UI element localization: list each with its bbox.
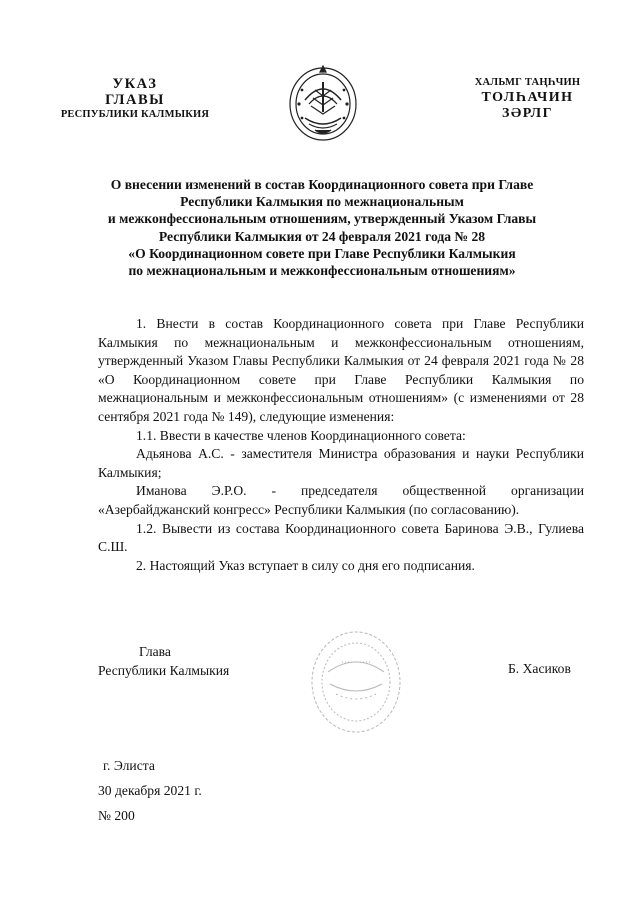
republic-name: РЕСПУБЛИКИ КАЛМЫКИЯ	[60, 109, 210, 120]
signatory-title-line: Глава	[139, 644, 171, 659]
signatory-name: Б. Хасиков	[508, 661, 571, 676]
paragraph-1: 1. Внести в состав Координационного совета при Главе Республики Калмыкия по межнациональным и межконфессиональным отношениям, утвержденный Указом Главы Республики Калмыкия от 24 февраля 2021 года № 28 «О Координационном совете при Главе Республики Калмыкия по межнациональным и межконфессиональным отношениям» (с изменениями от 28 сентября 2021 года № 149), следующие изменения:	[98, 316, 584, 424]
republic-name-kalmyk: ХАЛЬМГ ТАҢҺЧИН	[474, 77, 581, 88]
head-word-kalmyk: ТОЛҺАЧИН	[481, 90, 574, 105]
header-right	[450, 76, 605, 122]
document-body	[98, 315, 584, 575]
title-line: Республики Калмыкия по межнациональным	[180, 194, 464, 210]
coat-of-arms-icon	[285, 60, 361, 146]
place-of-issue: г. Элиста	[103, 758, 155, 773]
issue-date: 30 декабря 2021 г.	[98, 783, 202, 798]
title-line: и межконфессиональным отношениям, утвержденный Указом Главы	[107, 211, 537, 227]
document-title	[60, 176, 584, 279]
title-line: по межнациональным и межконфессиональным отношениям»	[128, 263, 516, 279]
official-stamp-icon	[306, 622, 406, 740]
decree-word: УКАЗ	[112, 76, 158, 92]
decree-word-kalmyk: ЗӘРЛГ	[501, 106, 554, 121]
member-imanov: Иманова Э.Р.О. - председателя общественной организации «Азербайджанский конгресс» Республики Калмыкия (по согласованию).	[98, 483, 584, 517]
signatory-title-line: Республики Калмыкия	[98, 663, 230, 678]
head-word: ГЛАВЫ	[105, 92, 165, 108]
header-left	[60, 76, 210, 122]
paragraph-2: 2. Настоящий Указ вступает в силу со дня его подписания.	[136, 557, 475, 573]
title-line: «О Координационном совете при Главе Республики Калмыкия	[128, 245, 516, 261]
signatory-title	[98, 642, 229, 680]
title-line: Республики Калмыкия от 24 февраля 2021 года № 28	[158, 228, 486, 244]
paragraph-1-2: 1.2. Вывести из состава Координационного совета Баринова Э.В., Гулиева С.Ш.	[98, 520, 584, 555]
member-adyanov: Адьянова А.С. - заместителя Министра образования и науки Республики Калмыкия;	[98, 446, 584, 480]
decree-number: № 200	[98, 808, 135, 823]
document-footer	[98, 753, 202, 828]
title-line: О внесении изменений в состав Координационного совета при Главе	[110, 177, 534, 192]
paragraph-1-1: 1.1. Ввести в качестве членов Координационного совета:	[136, 427, 466, 443]
